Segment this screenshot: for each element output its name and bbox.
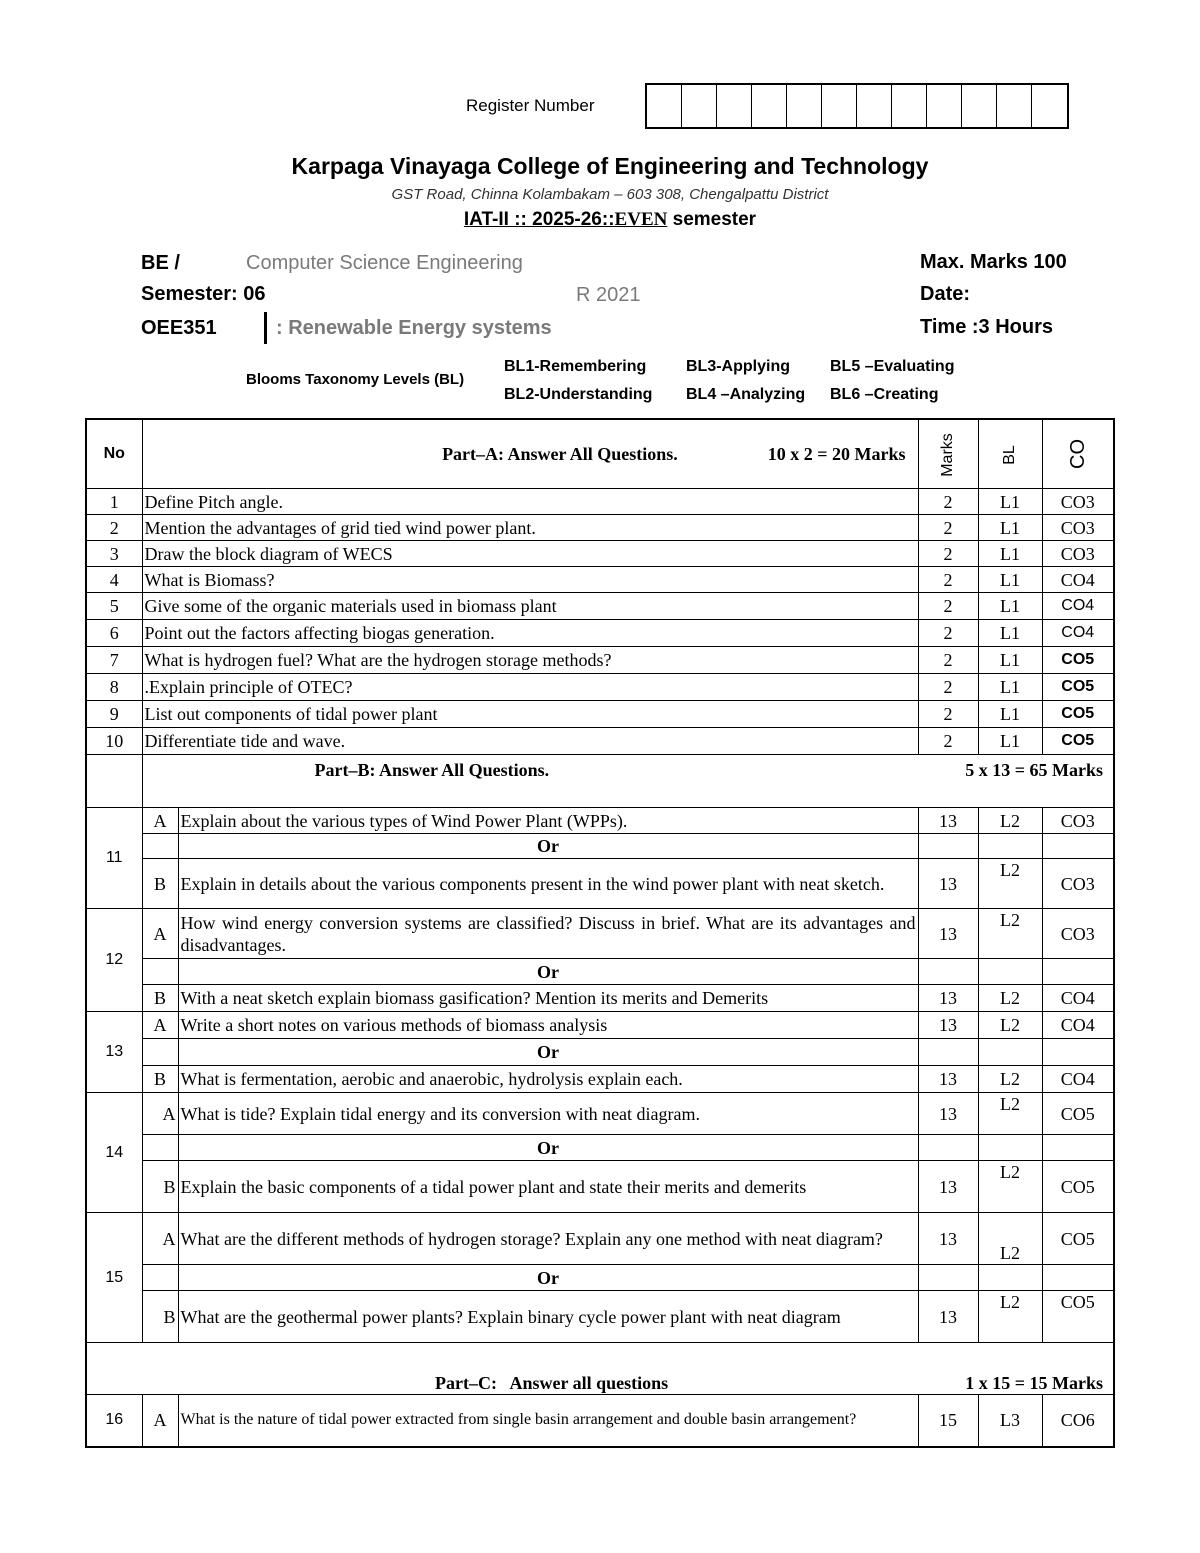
or-label: Or xyxy=(178,1039,918,1066)
empty-cell xyxy=(978,1265,1042,1291)
question-marks: 13 xyxy=(918,1012,978,1039)
option-label: B xyxy=(142,1066,178,1093)
question-marks: 13 xyxy=(918,1161,978,1213)
question-text: Draw the block diagram of WECS xyxy=(142,541,918,567)
question-bl: L2 xyxy=(978,859,1042,909)
question-bl: L1 xyxy=(978,728,1042,755)
college-address: GST Road, Chinna Kolambakam – 603 308, Chengalpattu District xyxy=(391,186,829,203)
question-number: 7 xyxy=(86,647,142,674)
option-label: A xyxy=(142,1395,178,1447)
empty-cell xyxy=(142,1039,178,1066)
question-text: What is the nature of tidal power extracted from single basin arrangement and double basin arrangement? xyxy=(178,1395,918,1447)
question-text: What is hydrogen fuel? What are the hydrogen storage methods? xyxy=(142,647,918,674)
table-row xyxy=(86,985,1114,1012)
course-code: OEE351 xyxy=(141,317,217,339)
question-co: CO3 xyxy=(1042,859,1114,909)
table-row xyxy=(86,1395,1114,1447)
table-row xyxy=(86,541,1114,567)
table-row xyxy=(86,909,1114,959)
table-row xyxy=(86,567,1114,593)
exam-even: EVEN xyxy=(614,209,668,230)
question-co: CO3 xyxy=(1042,808,1114,834)
option-label: A xyxy=(142,909,178,959)
register-digit-box xyxy=(962,85,997,127)
question-number: 13 xyxy=(86,1012,142,1093)
question-text: Explain the basic components of a tidal power plant and state their merits and demerits xyxy=(178,1161,918,1213)
part-b-title: Part–B: Answer All Questions. xyxy=(314,760,550,780)
question-number: 11 xyxy=(86,808,142,909)
part-b-marks: 5 x 13 = 65 Marks xyxy=(965,760,1103,780)
question-bl: L2 xyxy=(978,985,1042,1012)
question-marks: 13 xyxy=(918,859,978,909)
question-marks: 2 xyxy=(918,515,978,541)
option-label: B xyxy=(142,1291,178,1343)
question-text: What is tide? Explain tidal energy and its conversion with neat diagram. xyxy=(178,1093,918,1135)
question-co: CO3 xyxy=(1042,489,1114,515)
exam-suffix: semester xyxy=(667,209,757,230)
empty-cell xyxy=(1042,834,1114,859)
question-number: 10 xyxy=(86,728,142,755)
question-bl: L1 xyxy=(978,515,1042,541)
semester: Semester: 06 xyxy=(141,283,266,305)
bl1-label: BL1-Remembering xyxy=(504,358,647,375)
table-row xyxy=(86,1161,1114,1213)
header-marks: Marks xyxy=(939,433,956,477)
question-co: CO5 xyxy=(1042,728,1114,755)
question-text: Give some of the organic materials used in biomass plant xyxy=(142,593,918,620)
register-digit-box xyxy=(892,85,927,127)
divider-bar xyxy=(264,312,267,344)
empty-cell xyxy=(918,1135,978,1161)
question-marks: 13 xyxy=(918,1291,978,1343)
question-co: CO5 xyxy=(1042,1161,1114,1213)
question-co: CO5 xyxy=(1042,647,1114,674)
question-marks: 2 xyxy=(918,489,978,515)
question-marks: 13 xyxy=(918,1066,978,1093)
table-row xyxy=(86,1291,1114,1343)
or-label: Or xyxy=(178,959,918,985)
question-marks: 2 xyxy=(918,647,978,674)
empty-cell xyxy=(1042,1265,1114,1291)
question-bl: L2 xyxy=(978,1291,1042,1343)
question-bl: L1 xyxy=(978,620,1042,647)
question-co: CO5 xyxy=(1042,674,1114,701)
empty-cell xyxy=(918,1265,978,1291)
register-digit-box xyxy=(997,85,1032,127)
part-c-header-row xyxy=(86,1343,1114,1395)
register-number-label: Register Number xyxy=(466,96,595,115)
question-text: Mention the advantages of grid tied wind power plant. xyxy=(142,515,918,541)
part-a-header xyxy=(142,419,918,489)
header-bl: BL xyxy=(1000,445,1018,465)
question-co: CO6 xyxy=(1042,1395,1114,1447)
department: Computer Science Engineering xyxy=(246,252,523,274)
question-bl: L2 xyxy=(978,1066,1042,1093)
question-text: What is fermentation, aerobic and anaerobic, hydrolysis explain each. xyxy=(178,1066,918,1093)
question-bl: L1 xyxy=(978,541,1042,567)
question-bl: L1 xyxy=(978,647,1042,674)
question-text: What are the different methods of hydrogen storage? Explain any one method with neat diagram? xyxy=(178,1213,918,1265)
question-bl: L2 xyxy=(978,909,1042,959)
table-row xyxy=(86,647,1114,674)
question-number: 12 xyxy=(86,909,142,1012)
part-a-marks: 10 x 2 = 20 Marks xyxy=(767,444,906,464)
question-co: CO3 xyxy=(1042,909,1114,959)
or-label: Or xyxy=(178,1265,918,1291)
table-row xyxy=(86,620,1114,647)
or-label: Or xyxy=(178,834,918,859)
option-label: B xyxy=(142,859,178,909)
register-digit-box xyxy=(1032,85,1067,127)
or-row xyxy=(86,959,1114,985)
register-digit-box xyxy=(927,85,962,127)
empty-cell xyxy=(142,1265,178,1291)
question-co: CO5 xyxy=(1042,1213,1114,1265)
question-text: How wind energy conversion systems are classified? Discuss in brief. What are its advantages and disadvantages. xyxy=(178,909,918,959)
part-b-header xyxy=(142,755,1114,808)
bl5-label: BL5 –Evaluating xyxy=(830,358,955,375)
table-row xyxy=(86,1012,1114,1039)
option-label: B xyxy=(142,1161,178,1213)
part-b-header-row xyxy=(86,755,1114,808)
option-label: A xyxy=(142,1012,178,1039)
question-number: 16 xyxy=(86,1395,142,1447)
exam-prefix: IAT-II :: 2025-26:: xyxy=(463,209,615,230)
question-bl: L1 xyxy=(978,489,1042,515)
empty-cell xyxy=(142,1135,178,1161)
empty-cell xyxy=(978,959,1042,985)
question-co: CO4 xyxy=(1042,1066,1114,1093)
empty-cell xyxy=(978,1039,1042,1066)
table-row xyxy=(86,593,1114,620)
question-number: 14 xyxy=(86,1093,142,1213)
option-label: B xyxy=(142,985,178,1012)
question-number: 15 xyxy=(86,1213,142,1343)
question-number: 8 xyxy=(86,674,142,701)
bl3-label: BL3-Applying xyxy=(686,358,790,375)
question-bl: L3 xyxy=(978,1395,1042,1447)
register-digit-box xyxy=(822,85,857,127)
bl2-label: BL2-Understanding xyxy=(504,386,653,403)
register-digit-box xyxy=(682,85,717,127)
question-marks: 13 xyxy=(918,1213,978,1265)
part-c-title: Part–C: Answer all questions xyxy=(435,1373,669,1393)
college-name: Karpaga Vinayaga College of Engineering and Technology xyxy=(291,153,929,179)
empty-cell xyxy=(918,1039,978,1066)
empty-cell xyxy=(978,1135,1042,1161)
or-row xyxy=(86,1135,1114,1161)
register-number-boxes xyxy=(645,83,1069,129)
option-label: A xyxy=(142,1093,178,1135)
question-marks: 13 xyxy=(918,808,978,834)
table-row xyxy=(86,515,1114,541)
or-row xyxy=(86,834,1114,859)
question-marks: 2 xyxy=(918,701,978,728)
question-number: 5 xyxy=(86,593,142,620)
table-row xyxy=(86,808,1114,834)
course-name: : Renewable Energy systems xyxy=(276,317,552,339)
empty-cell xyxy=(918,834,978,859)
empty-cell xyxy=(978,834,1042,859)
option-label: A xyxy=(142,1213,178,1265)
question-text: List out components of tidal power plant xyxy=(142,701,918,728)
header-co-cell xyxy=(1042,419,1114,489)
part-c-marks: 1 x 15 = 15 Marks xyxy=(965,1373,1103,1393)
question-bl: L2 xyxy=(978,1093,1042,1135)
question-marks: 2 xyxy=(918,541,978,567)
part-c-header xyxy=(86,1343,1114,1395)
table-row xyxy=(86,859,1114,909)
empty-cell xyxy=(142,959,178,985)
question-number: 4 xyxy=(86,567,142,593)
question-bl: L1 xyxy=(978,593,1042,620)
register-digit-box xyxy=(787,85,822,127)
question-text: Differentiate tide and wave. xyxy=(142,728,918,755)
question-bl: L2 xyxy=(978,1213,1042,1265)
question-co: CO5 xyxy=(1042,701,1114,728)
question-marks: 2 xyxy=(918,674,978,701)
table-row xyxy=(86,1093,1114,1135)
or-row xyxy=(86,1039,1114,1066)
question-text: Define Pitch angle. xyxy=(142,489,918,515)
empty-cell xyxy=(86,755,142,808)
question-co: CO5 xyxy=(1042,1093,1114,1135)
bl6-label: BL6 –Creating xyxy=(830,386,939,403)
question-number: 9 xyxy=(86,701,142,728)
question-co: CO3 xyxy=(1042,515,1114,541)
question-number: 6 xyxy=(86,620,142,647)
header-no: No xyxy=(86,419,142,489)
question-marks: 2 xyxy=(918,728,978,755)
question-number: 2 xyxy=(86,515,142,541)
empty-cell xyxy=(1042,1039,1114,1066)
table-row xyxy=(86,674,1114,701)
register-digit-box xyxy=(857,85,892,127)
table-row xyxy=(86,701,1114,728)
question-marks: 15 xyxy=(918,1395,978,1447)
empty-cell xyxy=(142,834,178,859)
question-bl: L1 xyxy=(978,674,1042,701)
question-co: CO4 xyxy=(1042,593,1114,620)
question-marks: 2 xyxy=(918,593,978,620)
question-number: 1 xyxy=(86,489,142,515)
question-marks: 13 xyxy=(918,1093,978,1135)
register-digit-box xyxy=(752,85,787,127)
bl4-label: BL4 –Analyzing xyxy=(686,386,806,403)
question-bl: L2 xyxy=(978,808,1042,834)
question-text: Write a short notes on various methods of biomass analysis xyxy=(178,1012,918,1039)
question-table xyxy=(85,418,1115,1448)
table-row xyxy=(86,489,1114,515)
question-bl: L2 xyxy=(978,1161,1042,1213)
empty-cell xyxy=(1042,1135,1114,1161)
question-co: CO4 xyxy=(1042,567,1114,593)
header-co: CO xyxy=(1066,439,1089,469)
blooms-title: Blooms Taxonomy Levels (BL) xyxy=(246,371,465,388)
question-bl: L2 xyxy=(978,1012,1042,1039)
option-label: A xyxy=(142,808,178,834)
table-row xyxy=(86,1213,1114,1265)
question-text: .Explain principle of OTEC? xyxy=(142,674,918,701)
question-marks: 2 xyxy=(918,620,978,647)
question-text: With a neat sketch explain biomass gasification? Mention its merits and Demerits xyxy=(178,985,918,1012)
question-number: 3 xyxy=(86,541,142,567)
register-digit-box xyxy=(717,85,752,127)
question-bl: L1 xyxy=(978,701,1042,728)
question-bl: L1 xyxy=(978,567,1042,593)
table-row xyxy=(86,728,1114,755)
part-a-title: Part–A: Answer All Questions. xyxy=(442,444,678,464)
table-row xyxy=(86,1066,1114,1093)
empty-cell xyxy=(1042,959,1114,985)
question-marks: 13 xyxy=(918,909,978,959)
question-marks: 2 xyxy=(918,567,978,593)
header-bl-cell xyxy=(978,419,1042,489)
max-marks: Max. Marks 100 xyxy=(920,251,1067,273)
degree: BE / xyxy=(141,252,180,274)
header-marks-cell xyxy=(918,419,978,489)
question-co: CO3 xyxy=(1042,541,1114,567)
question-text: Point out the factors affecting biogas generation. xyxy=(142,620,918,647)
question-co: CO4 xyxy=(1042,1012,1114,1039)
table-header-row xyxy=(86,419,1114,489)
question-co: CO5 xyxy=(1042,1291,1114,1343)
question-text: What are the geothermal power plants? Explain binary cycle power plant with neat diagram xyxy=(178,1291,918,1343)
question-co: CO4 xyxy=(1042,620,1114,647)
exam-title xyxy=(0,209,1200,231)
question-marks: 13 xyxy=(918,985,978,1012)
question-text: Explain in details about the various components present in the wind power plant with neat sketch. xyxy=(178,859,918,909)
register-digit-box xyxy=(647,85,682,127)
question-co: CO4 xyxy=(1042,985,1114,1012)
or-label: Or xyxy=(178,1135,918,1161)
question-text: Explain about the various types of Wind Power Plant (WPPs). xyxy=(178,808,918,834)
empty-cell xyxy=(918,959,978,985)
duration: Time :3 Hours xyxy=(920,316,1053,338)
regulation: R 2021 xyxy=(576,284,641,306)
or-row xyxy=(86,1265,1114,1291)
date-field: Date: xyxy=(920,283,971,305)
question-text: What is Biomass? xyxy=(142,567,918,593)
